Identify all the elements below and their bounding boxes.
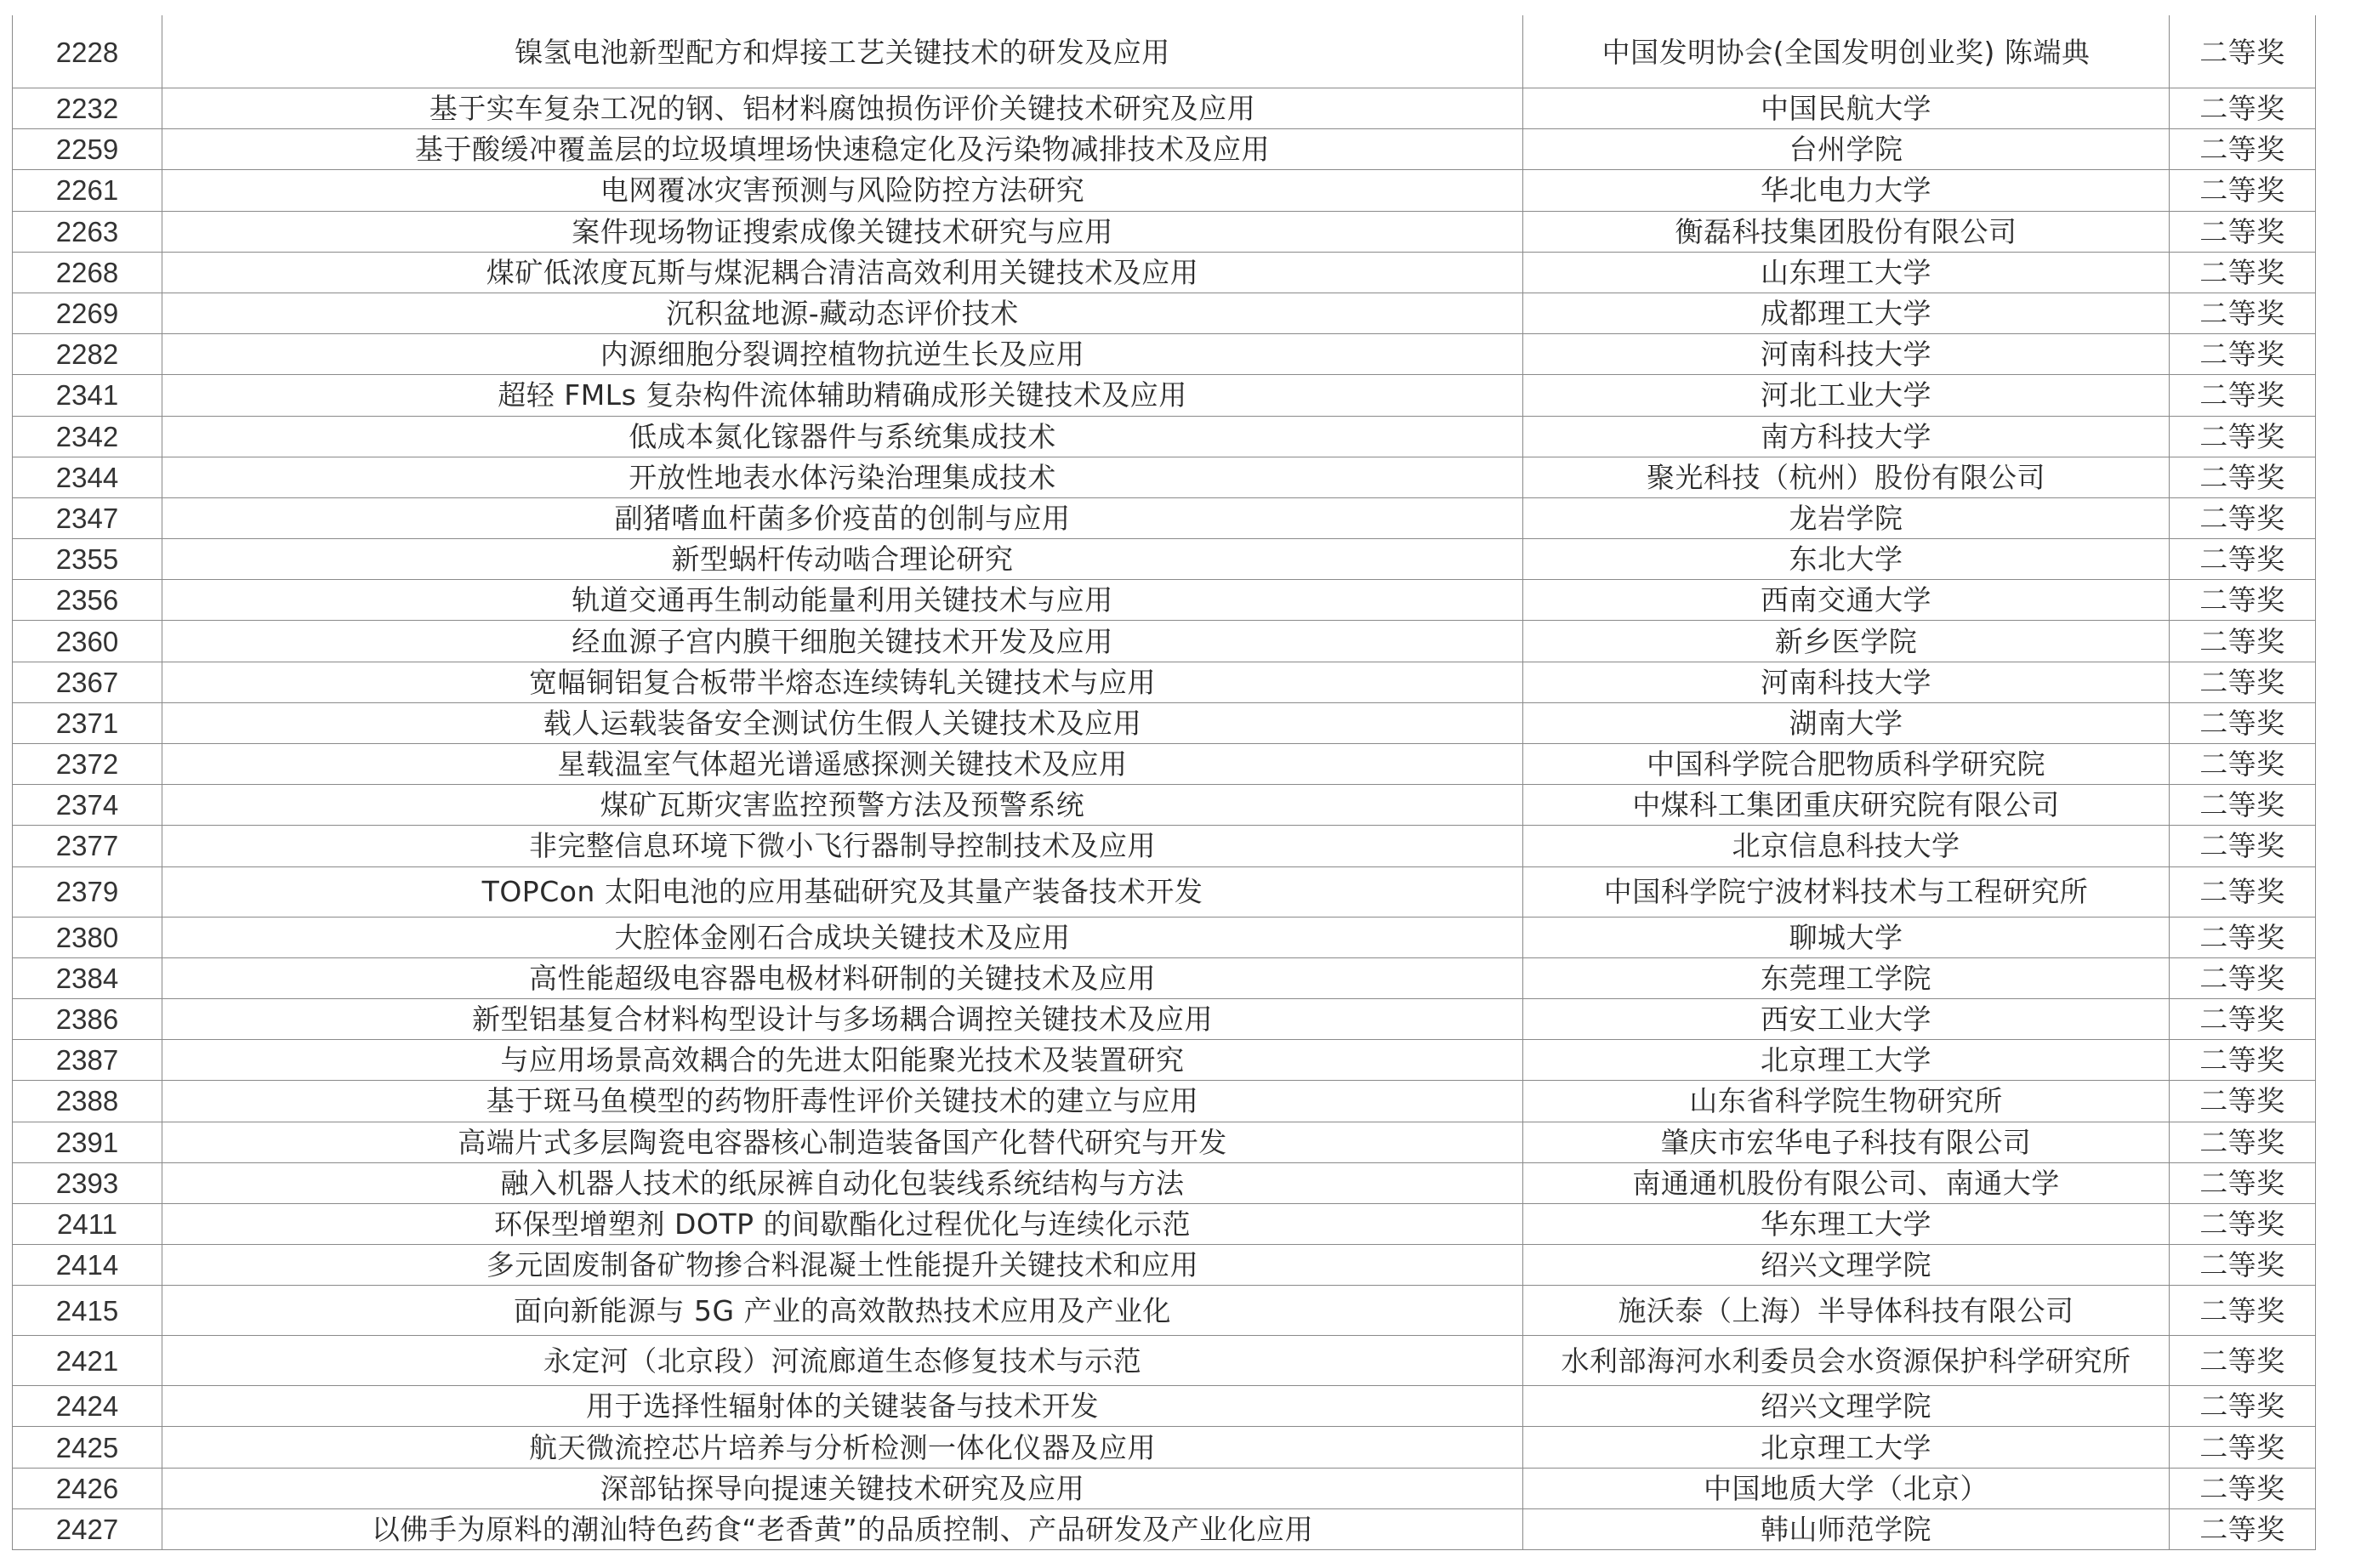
project-id-cell: 2282	[13, 334, 162, 375]
organization-cell: 聊城大学	[1523, 917, 2170, 957]
organization-cell: 华北电力大学	[1523, 170, 2170, 211]
organization-cell: 中国科学院宁波材料技术与工程研究所	[1523, 866, 2170, 917]
organization-cell: 河南科技大学	[1523, 334, 2170, 375]
table-row	[13, 497, 2316, 538]
project-title-cell: 大腔体金刚石合成块关键技术及应用	[162, 917, 1523, 957]
organization-cell: 水利部海河水利委员会水资源保护科学研究所	[1523, 1336, 2170, 1386]
award-level-cell: 二等奖	[2170, 1040, 2316, 1081]
project-title-cell: 宽幅铜铝复合板带半熔态连续铸轧关键技术与应用	[162, 662, 1523, 702]
organization-cell: 南方科技大学	[1523, 416, 2170, 457]
project-title-cell: 超轻 FMLs 复杂构件流体辅助精确成形关键技术及应用	[162, 375, 1523, 416]
table-row	[13, 1203, 2316, 1244]
project-id-cell: 2367	[13, 662, 162, 702]
organization-cell: 西南交通大学	[1523, 580, 2170, 621]
project-title-cell: 轨道交通再生制动能量利用关键技术与应用	[162, 580, 1523, 621]
award-level-cell: 二等奖	[2170, 1508, 2316, 1549]
organization-cell: 中国民航大学	[1523, 88, 2170, 129]
table-row	[13, 744, 2316, 785]
project-id-cell: 2388	[13, 1081, 162, 1122]
organization-cell: 华东理工大学	[1523, 1203, 2170, 1244]
table-row	[13, 293, 2316, 333]
project-title-cell: 煤矿低浓度瓦斯与煤泥耦合清洁高效利用关键技术及应用	[162, 252, 1523, 293]
organization-cell: 龙岩学院	[1523, 497, 2170, 538]
project-title-cell: 星载温室气体超光谱遥感探测关键技术及应用	[162, 744, 1523, 785]
award-level-cell: 二等奖	[2170, 1336, 2316, 1386]
project-title-cell: 融入机器人技术的纸尿裤自动化包装线系统结构与方法	[162, 1162, 1523, 1203]
project-id-cell: 2263	[13, 211, 162, 252]
award-level-cell: 二等奖	[2170, 334, 2316, 375]
organization-cell: 东北大学	[1523, 539, 2170, 580]
project-id-cell: 2380	[13, 917, 162, 957]
project-title-cell: 低成本氮化镓器件与系统集成技术	[162, 416, 1523, 457]
project-id-cell: 2393	[13, 1162, 162, 1203]
organization-cell: 东莞理工学院	[1523, 957, 2170, 998]
table-row	[13, 1386, 2316, 1427]
table-row	[13, 334, 2316, 375]
project-id-cell: 2341	[13, 375, 162, 416]
organization-cell: 聚光科技（杭州）股份有限公司	[1523, 457, 2170, 497]
table-row	[13, 1508, 2316, 1549]
project-title-cell: 电网覆冰灾害预测与风险防控方法研究	[162, 170, 1523, 211]
project-title-cell: 以佛手为原料的潮汕特色药食“老香黄”的品质控制、产品研发及产业化应用	[162, 1508, 1523, 1549]
project-id-cell: 2414	[13, 1245, 162, 1286]
project-id-cell: 2384	[13, 957, 162, 998]
award-level-cell: 二等奖	[2170, 917, 2316, 957]
award-level-cell: 二等奖	[2170, 170, 2316, 211]
project-title-cell: 新型铝基复合材料构型设计与多场耦合调控关键技术及应用	[162, 998, 1523, 1039]
organization-cell: 河北工业大学	[1523, 375, 2170, 416]
project-title-cell: 与应用场景高效耦合的先进太阳能聚光技术及装置研究	[162, 1040, 1523, 1081]
award-level-cell: 二等奖	[2170, 744, 2316, 785]
project-title-cell: 环保型增塑剂 DOTP 的间歇酯化过程优化与连续化示范	[162, 1203, 1523, 1244]
award-level-cell: 二等奖	[2170, 1203, 2316, 1244]
table-row	[13, 826, 2316, 866]
project-title-cell: 开放性地表水体污染治理集成技术	[162, 457, 1523, 497]
organization-cell: 韩山师范学院	[1523, 1508, 2170, 1549]
project-id-cell: 2415	[13, 1286, 162, 1336]
project-id-cell: 2424	[13, 1386, 162, 1427]
project-id-cell: 2387	[13, 1040, 162, 1081]
award-level-cell: 二等奖	[2170, 252, 2316, 293]
table-row	[13, 1286, 2316, 1336]
project-title-cell: 沉积盆地源-藏动态评价技术	[162, 293, 1523, 333]
project-title-cell: 载人运载装备安全测试仿生假人关键技术及应用	[162, 702, 1523, 743]
organization-cell: 绍兴文理学院	[1523, 1245, 2170, 1286]
table-row	[13, 621, 2316, 662]
organization-cell: 绍兴文理学院	[1523, 1386, 2170, 1427]
project-id-cell: 2259	[13, 129, 162, 170]
organization-cell: 成都理工大学	[1523, 293, 2170, 333]
project-id-cell: 2374	[13, 785, 162, 826]
award-level-cell: 二等奖	[2170, 826, 2316, 866]
project-title-cell: 航天微流控芯片培养与分析检测一体化仪器及应用	[162, 1427, 1523, 1468]
project-id-cell: 2377	[13, 826, 162, 866]
table-row	[13, 1336, 2316, 1386]
organization-cell: 衡磊科技集团股份有限公司	[1523, 211, 2170, 252]
project-id-cell: 2386	[13, 998, 162, 1039]
table-row	[13, 1245, 2316, 1286]
organization-cell: 北京信息科技大学	[1523, 826, 2170, 866]
project-id-cell: 2356	[13, 580, 162, 621]
project-title-cell: 高性能超级电容器电极材料研制的关键技术及应用	[162, 957, 1523, 998]
award-level-cell: 二等奖	[2170, 621, 2316, 662]
award-level-cell: 二等奖	[2170, 375, 2316, 416]
project-title-cell: 经血源子宫内膜干细胞关键技术开发及应用	[162, 621, 1523, 662]
awards-table	[12, 15, 2316, 1550]
organization-cell: 中煤科工集团重庆研究院有限公司	[1523, 785, 2170, 826]
awards-table-body	[13, 16, 2316, 1550]
award-level-cell: 二等奖	[2170, 497, 2316, 538]
project-id-cell: 2347	[13, 497, 162, 538]
organization-cell: 新乡医学院	[1523, 621, 2170, 662]
table-row	[13, 1122, 2316, 1162]
project-title-cell: 高端片式多层陶瓷电容器核心制造装备国产化替代研究与开发	[162, 1122, 1523, 1162]
table-row	[13, 917, 2316, 957]
table-row	[13, 416, 2316, 457]
table-row	[13, 129, 2316, 170]
project-title-cell: 深部钻探导向提速关键技术研究及应用	[162, 1468, 1523, 1508]
project-title-cell: 案件现场物证搜索成像关键技术研究与应用	[162, 211, 1523, 252]
project-title-cell: 面向新能源与 5G 产业的高效散热技术应用及产业化	[162, 1286, 1523, 1336]
project-title-cell: 内源细胞分裂调控植物抗逆生长及应用	[162, 334, 1523, 375]
project-title-cell: TOPCon 太阳电池的应用基础研究及其量产装备技术开发	[162, 866, 1523, 917]
award-level-cell: 二等奖	[2170, 1386, 2316, 1427]
project-title-cell: 新型蜗杆传动啮合理论研究	[162, 539, 1523, 580]
table-row	[13, 702, 2316, 743]
project-title-cell: 永定河（北京段）河流廊道生态修复技术与示范	[162, 1336, 1523, 1386]
project-id-cell: 2391	[13, 1122, 162, 1162]
award-level-cell: 二等奖	[2170, 457, 2316, 497]
organization-cell: 中国地质大学（北京）	[1523, 1468, 2170, 1508]
award-level-cell: 二等奖	[2170, 211, 2316, 252]
project-id-cell: 2421	[13, 1336, 162, 1386]
table-row	[13, 957, 2316, 998]
table-row	[13, 16, 2316, 88]
project-id-cell: 2344	[13, 457, 162, 497]
table-row	[13, 539, 2316, 580]
organization-cell: 南通通机股份有限公司、南通大学	[1523, 1162, 2170, 1203]
project-id-cell: 2379	[13, 866, 162, 917]
award-level-cell: 二等奖	[2170, 129, 2316, 170]
award-level-cell: 二等奖	[2170, 1245, 2316, 1286]
award-level-cell: 二等奖	[2170, 866, 2316, 917]
table-row	[13, 252, 2316, 293]
award-level-cell: 二等奖	[2170, 539, 2316, 580]
award-level-cell: 二等奖	[2170, 1162, 2316, 1203]
project-title-cell: 多元固废制备矿物掺合料混凝土性能提升关键技术和应用	[162, 1245, 1523, 1286]
project-title-cell: 煤矿瓦斯灾害监控预警方法及预警系统	[162, 785, 1523, 826]
award-level-cell: 二等奖	[2170, 785, 2316, 826]
project-id-cell: 2342	[13, 416, 162, 457]
project-id-cell: 2269	[13, 293, 162, 333]
organization-cell: 河南科技大学	[1523, 662, 2170, 702]
table-row	[13, 998, 2316, 1039]
table-row	[13, 1427, 2316, 1468]
project-id-cell: 2355	[13, 539, 162, 580]
award-level-cell: 二等奖	[2170, 1427, 2316, 1468]
organization-cell: 湖南大学	[1523, 702, 2170, 743]
table-row	[13, 1468, 2316, 1508]
organization-cell: 西安工业大学	[1523, 998, 2170, 1039]
project-title-cell: 基于实车复杂工况的钢、铝材料腐蚀损伤评价关键技术研究及应用	[162, 88, 1523, 129]
project-title-cell: 基于斑马鱼模型的药物肝毒性评价关键技术的建立与应用	[162, 1081, 1523, 1122]
award-level-cell: 二等奖	[2170, 662, 2316, 702]
organization-cell: 北京理工大学	[1523, 1427, 2170, 1468]
award-level-cell: 二等奖	[2170, 1081, 2316, 1122]
award-level-cell: 二等奖	[2170, 416, 2316, 457]
award-level-cell: 二等奖	[2170, 88, 2316, 129]
table-row	[13, 1081, 2316, 1122]
organization-cell: 山东理工大学	[1523, 252, 2170, 293]
organization-cell: 山东省科学院生物研究所	[1523, 1081, 2170, 1122]
project-id-cell: 2268	[13, 252, 162, 293]
table-row	[13, 662, 2316, 702]
project-id-cell: 2411	[13, 1203, 162, 1244]
project-id-cell: 2371	[13, 702, 162, 743]
table-row	[13, 785, 2316, 826]
award-level-cell: 二等奖	[2170, 16, 2316, 88]
organization-cell: 台州学院	[1523, 129, 2170, 170]
award-level-cell: 二等奖	[2170, 702, 2316, 743]
organization-cell: 肇庆市宏华电子科技有限公司	[1523, 1122, 2170, 1162]
project-title-cell: 非完整信息环境下微小飞行器制导控制技术及应用	[162, 826, 1523, 866]
award-level-cell: 二等奖	[2170, 1468, 2316, 1508]
table-row	[13, 457, 2316, 497]
award-level-cell: 二等奖	[2170, 998, 2316, 1039]
table-row	[13, 170, 2316, 211]
table-row	[13, 866, 2316, 917]
award-level-cell: 二等奖	[2170, 957, 2316, 998]
project-title-cell: 用于选择性辐射体的关键装备与技术开发	[162, 1386, 1523, 1427]
table-row	[13, 1040, 2316, 1081]
award-level-cell: 二等奖	[2170, 293, 2316, 333]
project-id-cell: 2360	[13, 621, 162, 662]
project-id-cell: 2261	[13, 170, 162, 211]
project-id-cell: 2427	[13, 1508, 162, 1549]
organization-cell: 中国科学院合肥物质科学研究院	[1523, 744, 2170, 785]
project-id-cell: 2425	[13, 1427, 162, 1468]
project-id-cell: 2232	[13, 88, 162, 129]
table-row	[13, 1162, 2316, 1203]
award-level-cell: 二等奖	[2170, 1286, 2316, 1336]
award-level-cell: 二等奖	[2170, 1122, 2316, 1162]
table-row	[13, 88, 2316, 129]
project-title-cell: 镍氢电池新型配方和焊接工艺关键技术的研发及应用	[162, 16, 1523, 88]
project-id-cell: 2372	[13, 744, 162, 785]
award-level-cell: 二等奖	[2170, 580, 2316, 621]
project-title-cell: 副猪嗜血杆菌多价疫苗的创制与应用	[162, 497, 1523, 538]
table-row	[13, 211, 2316, 252]
organization-cell: 施沃泰（上海）半导体科技有限公司	[1523, 1286, 2170, 1336]
project-title-cell: 基于酸缓冲覆盖层的垃圾填埋场快速稳定化及污染物减排技术及应用	[162, 129, 1523, 170]
project-id-cell: 2228	[13, 16, 162, 88]
project-id-cell: 2426	[13, 1468, 162, 1508]
organization-cell: 中国发明协会(全国发明创业奖) 陈端典	[1523, 16, 2170, 88]
table-row	[13, 375, 2316, 416]
table-row	[13, 580, 2316, 621]
organization-cell: 北京理工大学	[1523, 1040, 2170, 1081]
